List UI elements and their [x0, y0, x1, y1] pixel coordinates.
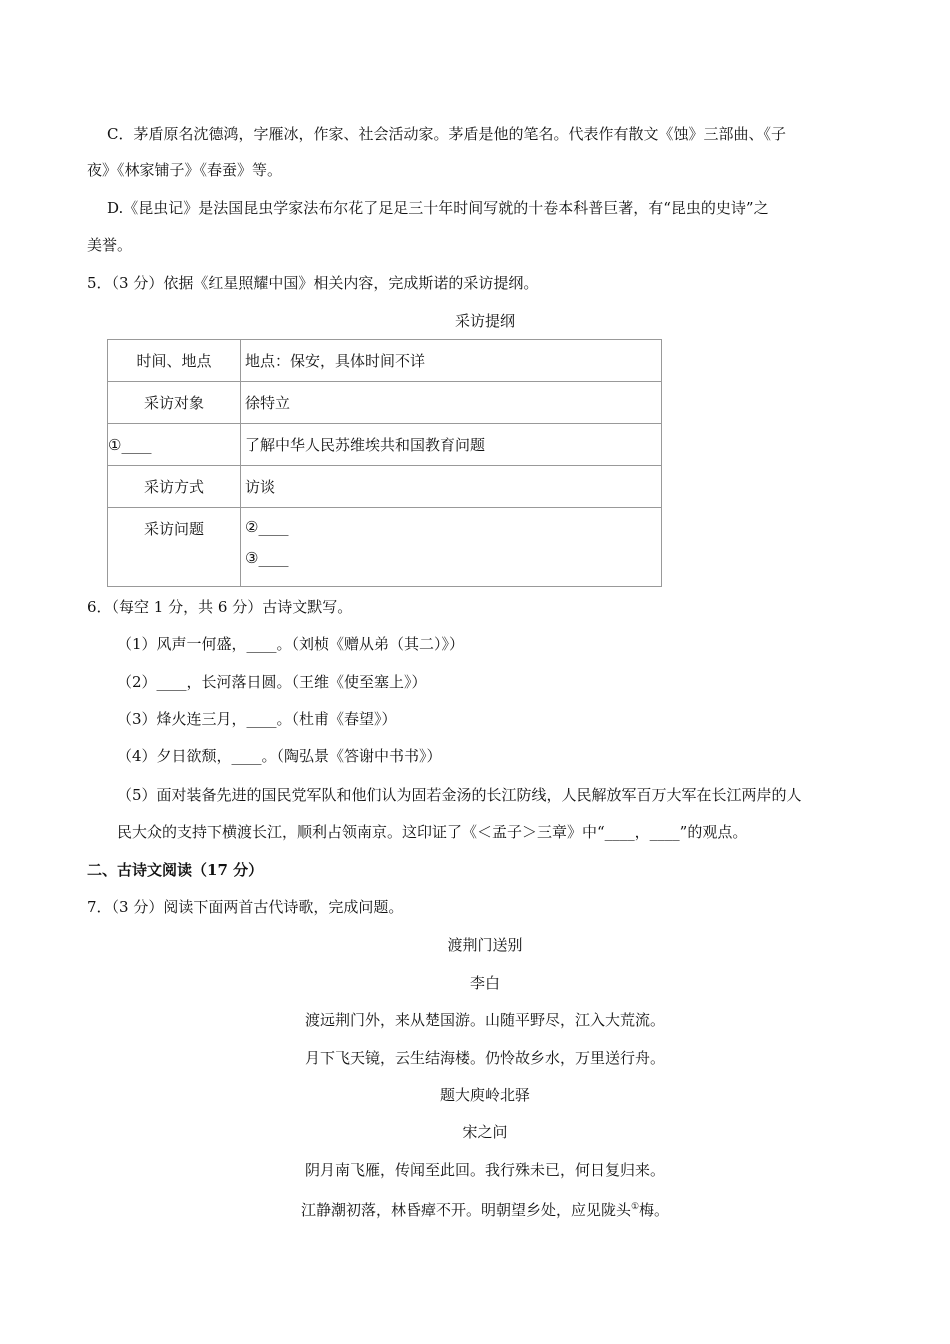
row-value: 地点：保安，具体时间不详	[241, 340, 662, 382]
section-heading: 二、古诗文阅读（17 分）	[87, 861, 264, 879]
row-label-blank: ①____	[108, 424, 241, 466]
recitation-item: （5）面对装备先进的国民党军队和他们认为固若金汤的长江防线，人民解放军百万大军在长江两岸的人	[117, 786, 802, 804]
recitation-item-continued: 民大众的支持下横渡长江，顺利占领南京。这印证了《＜孟子＞三章》中“____，____”的观点。	[117, 823, 748, 841]
row-value: 徐特立	[241, 382, 662, 424]
interview-outline-table	[107, 339, 662, 587]
recitation-item: （2）____，长河落日圆。（王维《使至塞上》）	[117, 673, 427, 691]
poem-2-author: 宋之问	[462, 1123, 508, 1141]
option-d-line1: D.《昆虫记》是法国昆虫学家法布尔花了足足三十年时间写就的十卷本科普巨著，有“昆虫的史诗”之	[107, 199, 769, 217]
blank-3: ③____	[245, 549, 289, 567]
poem-1-line: 渡远荆门外，来从楚国游。山随平野尽，江入大荒流。	[304, 1011, 665, 1029]
row-label: 采访对象	[108, 382, 241, 424]
question-6-stem: 6．（每空 1 分，共 6 分）古诗文默写。	[87, 598, 353, 616]
option-d-line2: 美誉。	[87, 236, 133, 254]
table-row	[108, 508, 662, 587]
row-label: 时间、地点	[108, 340, 241, 382]
poem-1-author: 李白	[469, 974, 500, 992]
table-row	[108, 382, 662, 424]
table-row	[108, 424, 662, 466]
blank-2: ②____	[245, 518, 289, 536]
question-5-stem: 5．（3 分）依据《红星照耀中国》相关内容，完成斯诺的采访提纲。	[87, 274, 539, 292]
poem-2-line	[10, 1197, 950, 1220]
row-label: 采访问题	[108, 508, 241, 587]
poem-2-line: 阴月南飞雁，传闻至此回。我行殊未已，何日复归来。	[304, 1161, 665, 1179]
table-row	[108, 340, 662, 382]
row-value: 访谈	[241, 466, 662, 508]
option-c-line1: C．茅盾原名沈德鸿，字雁冰，作家、社会活动家。茅盾是他的笔名。代表作有散文《蚀》三部曲、《子	[107, 125, 786, 143]
footnote-marker: ①	[630, 1202, 640, 1212]
recitation-item: （3）烽火连三月，____。（杜甫《春望》）	[117, 710, 397, 728]
question-7-stem: 7．（3 分）阅读下面两首古代诗歌，完成问题。	[87, 898, 404, 916]
option-c-line2: 夜》《林家铺子》《春蚕》等。	[87, 161, 283, 179]
poem-2-title: 题大庾岭北驿	[439, 1086, 530, 1104]
row-value: 了解中华人民苏维埃共和国教育问题	[241, 424, 662, 466]
row-label: 采访方式	[108, 466, 241, 508]
recitation-item: （4）夕日欲颓，____。（陶弘景《答谢中书书》）	[117, 747, 442, 765]
poem-2-line-text: 江静潮初落，林昏瘴不开。明朝望乡处，应见陇头	[300, 1201, 631, 1219]
poem-1-line: 月下飞天镜，云生结海楼。仍怜故乡水，万里送行舟。	[304, 1049, 665, 1067]
recitation-item: （1）风声一何盛，____。（刘桢《赠从弟（其二）》）	[117, 635, 465, 653]
poem-1-title: 渡荆门送别	[447, 936, 523, 954]
row-value-blanks	[241, 508, 662, 587]
table-title: 采访提纲	[454, 312, 515, 330]
poem-2-line-text-end: 梅。	[639, 1201, 670, 1219]
table-row	[108, 466, 662, 508]
